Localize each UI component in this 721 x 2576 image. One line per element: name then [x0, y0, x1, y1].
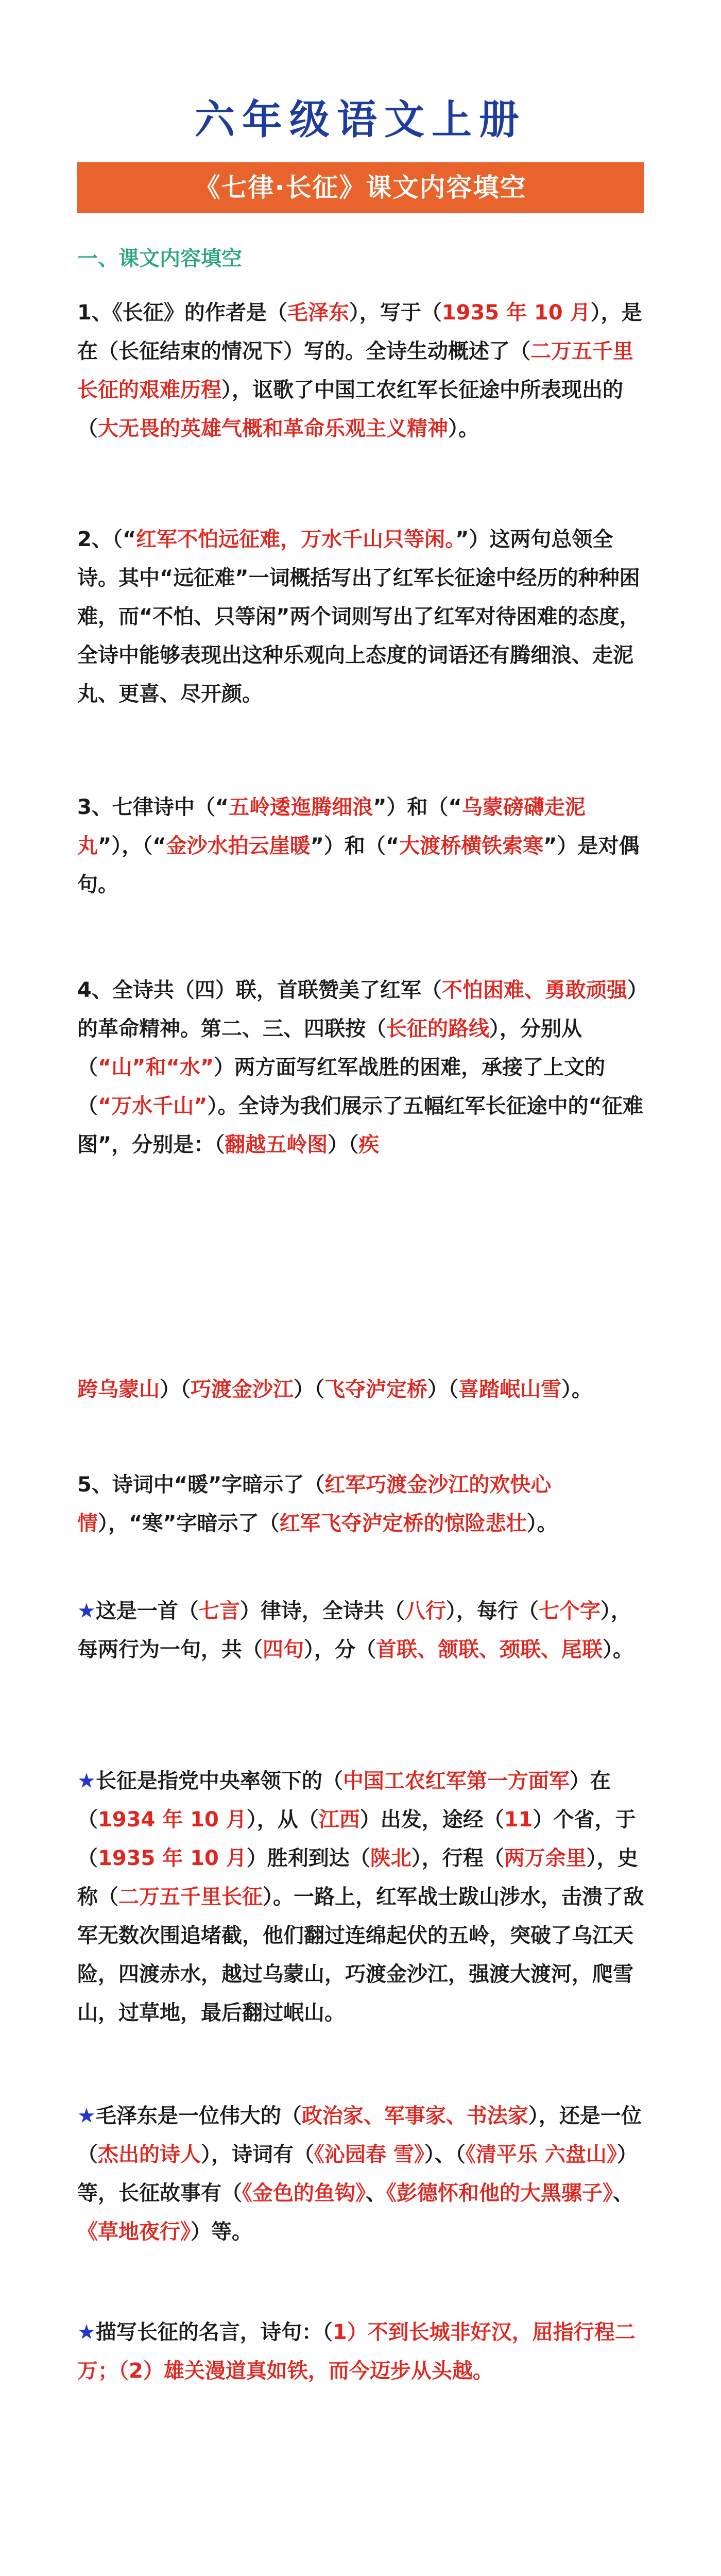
prompt-text: ），是在（长征结束的情况下）写的。全诗生动概述了（: [77, 301, 642, 363]
prompt-text: 5、诗词中“暖”字暗示了（: [77, 1473, 325, 1497]
answer-text: 《草地夜行》: [77, 2220, 191, 2244]
prompt-text: ）的革命精神。第二、三、四联按（: [77, 978, 638, 1041]
answer-text: 喜踏岷山雪: [458, 1378, 561, 1401]
star-bullet: ★: [77, 1599, 96, 1623]
answer-text: 红军巧渡金沙江的欢快心情: [77, 1473, 552, 1535]
prompt-text: ）（: [427, 1378, 458, 1401]
question-1: [77, 294, 644, 448]
answer-text: 大渡桥横铁索寒: [399, 834, 544, 858]
prompt-text: 、: [366, 2181, 386, 2205]
prompt-text: 长征是指党中央率领下的（: [95, 1769, 343, 1793]
prompt-text: 、: [613, 2181, 633, 2205]
answer-text: “万水千山”: [98, 1094, 208, 1118]
prompt-text: ”）和（“: [310, 834, 400, 858]
question-5: [77, 1466, 644, 1543]
star-item-poem-form: [77, 1592, 644, 1669]
answer-text: 二万五千里长征: [118, 1885, 263, 1909]
prompt-text: 2、（“: [77, 528, 136, 551]
answer-text: 红军飞夺泸定桥的惊险悲壮: [279, 1512, 527, 1535]
prompt-text: ）。: [448, 417, 479, 440]
star-bullet: ★: [77, 2320, 96, 2344]
star-bullet: ★: [77, 2104, 96, 2128]
answer-text: 1935 年 10 月: [98, 1846, 247, 1870]
answer-text: 中国工农红军第一方面军: [342, 1769, 570, 1793]
answer-text: 11: [504, 1808, 533, 1832]
answer-text: 长征的路线: [386, 1017, 489, 1041]
star-bullet: ★: [77, 1769, 96, 1793]
prompt-text: 这是一首（: [95, 1599, 199, 1623]
prompt-text: 4、全诗共（四）联，首联赞美了红军（: [77, 978, 442, 1002]
prompt-text: ），史称（: [77, 1846, 638, 1909]
prompt-text: ）个省，于（: [77, 1808, 636, 1870]
answer-text: 不怕困难、勇敢顽强: [441, 978, 627, 1002]
answer-text: 金沙水拍云崖暖: [166, 834, 311, 858]
prompt-text: ）出发，途经（: [359, 1808, 504, 1832]
answer-text: 二万五千里长征的艰难历程: [77, 340, 633, 402]
answer-text: 毛泽东: [287, 301, 349, 325]
answer-text: 《彭德怀和他的大黑骡子》: [386, 2181, 613, 2205]
prompt-text: ）等。: [191, 2220, 252, 2244]
answer-text: “山”和“水”: [98, 1056, 214, 1079]
prompt-text: ”）是对偶句。: [77, 834, 640, 896]
prompt-text: ）（: [160, 1378, 191, 1401]
prompt-text: ）。全诗为我们展示了五幅红军长征途中的“征难图”，分别是：（: [77, 1094, 643, 1157]
prompt-text: ）。: [561, 1378, 592, 1401]
prompt-text: ），“寒”字暗示了（: [98, 1512, 280, 1535]
star-item-long-march: [77, 1762, 644, 2032]
answer-text: 七个字: [538, 1599, 600, 1623]
answer-text: 五岭逶迤腾细浪: [229, 795, 373, 819]
section-heading-fill: 一、课文内容填空: [77, 247, 242, 270]
question-4: [77, 971, 644, 1164]
prompt-text: ）。一路上，红军战士跋山涉水，击溃了敌军无数次围追堵截，他们翻过连绵起伏的五岭，突破了乌江天险，四渡赤水，越过乌蒙山，巧渡金沙江，强渡大渡河，爬雪山，过草地，最后翻过岷山。: [77, 1885, 644, 2025]
prompt-text: ），每两行为一句，共（: [77, 1599, 631, 1662]
answer-text: 四句: [263, 1638, 304, 1662]
prompt-text: ”），（“: [98, 834, 166, 858]
answer-text: 八行: [404, 1599, 446, 1623]
prompt-text: ）律诗，全诗共（: [239, 1599, 405, 1623]
prompt-text: 1、《长征》的作者是（: [77, 301, 287, 325]
prompt-text: ）在（: [77, 1769, 611, 1832]
answer-text: 《清平乐 六盘山》: [465, 2143, 617, 2166]
answer-text: 1935 年 10 月: [441, 301, 591, 325]
prompt-text: ）两方面写红军战胜的困难，承接了上文的（: [77, 1056, 606, 1118]
prompt-text: ”）和（“: [373, 795, 462, 819]
prompt-text: ）。: [603, 1638, 633, 1662]
answer-text: 《金色的鱼钩》: [242, 2181, 366, 2205]
prompt-text: ），讴歌了中国工农红军长征途中所表现出的（: [77, 378, 623, 440]
star-item-quotes: [77, 2313, 644, 2391]
prompt-text: ），诗词有（: [201, 2143, 314, 2166]
answer-text: 跨乌蒙山: [77, 1378, 160, 1401]
prompt-text: ），分（: [304, 1638, 376, 1662]
answer-text: 两万余里: [504, 1846, 587, 1870]
prompt-text: 3、七律诗中（“: [77, 795, 229, 819]
answer-text: 1934 年 10 月: [98, 1808, 247, 1832]
answer-text: 红军不怕远征难，万水千山只等闲。: [136, 528, 456, 551]
answer-text: 七言: [198, 1599, 240, 1623]
prompt-text: ），从（: [246, 1808, 319, 1832]
page-title: 六年级语文上册: [194, 96, 526, 143]
answer-text: 乌蒙磅礴走泥丸: [77, 795, 586, 858]
star-item-mao: [77, 2097, 644, 2251]
answer-text: 大无畏的英雄气概和革命乐观主义精神: [98, 417, 448, 440]
prompt-text: ）。: [526, 1512, 558, 1535]
answer-text: 首联、颔联、颈联、尾联: [376, 1638, 603, 1662]
answer-text: 政治家、军事家、书法家: [301, 2104, 528, 2128]
prompt-text: ），写于（: [349, 301, 442, 325]
question-2: [77, 520, 644, 714]
answer-text: 飞夺泸定桥: [324, 1378, 427, 1401]
title-banner: 《七律·长征》课文内容填空: [77, 162, 644, 213]
prompt-text: ），每行（: [445, 1599, 539, 1623]
prompt-text: 描写长征的名言，诗句：（: [95, 2320, 333, 2344]
prompt-text: ），分别从（: [77, 1017, 582, 1079]
prompt-text: ）胜利到达（: [246, 1846, 370, 1870]
answer-text: 1）不到长城非好汉，屈指行程二万；（2）雄关漫道真如铁，而今迈步从头越。: [77, 2320, 636, 2383]
question-4-continued: [77, 1370, 644, 1409]
answer-text: 江西: [318, 1808, 360, 1832]
prompt-text: ）（: [328, 1133, 359, 1157]
answer-text: 陕北: [370, 1846, 411, 1870]
prompt-text: ）等，长征故事有（: [77, 2143, 638, 2205]
answer-text: 疾: [358, 1133, 380, 1157]
prompt-text: 毛泽东是一位伟大的（: [95, 2104, 302, 2128]
answer-text: 杰出的诗人: [98, 2143, 201, 2166]
answer-text: 巧渡金沙江: [191, 1378, 294, 1401]
answer-text: 《沁园春 雪》: [314, 2143, 424, 2166]
prompt-text: ）、（: [424, 2143, 466, 2166]
prompt-text: ），还是一位（: [77, 2104, 642, 2166]
prompt-text: ”）这两句总领全诗。其中“远征难”一词概括写出了红军长征途中经历的种种困难，而“不怕、只等闲”两个词则写出了红军对待困难的态度，全诗中能够表现出这种乐观向上态度的词语还有腾细浪、走泥丸、更喜、尽开颜。: [77, 528, 640, 706]
answer-text: 翻越五岭图: [225, 1133, 328, 1157]
question-3: [77, 788, 644, 904]
prompt-text: ），行程（: [411, 1846, 504, 1870]
prompt-text: ）（: [294, 1378, 324, 1401]
